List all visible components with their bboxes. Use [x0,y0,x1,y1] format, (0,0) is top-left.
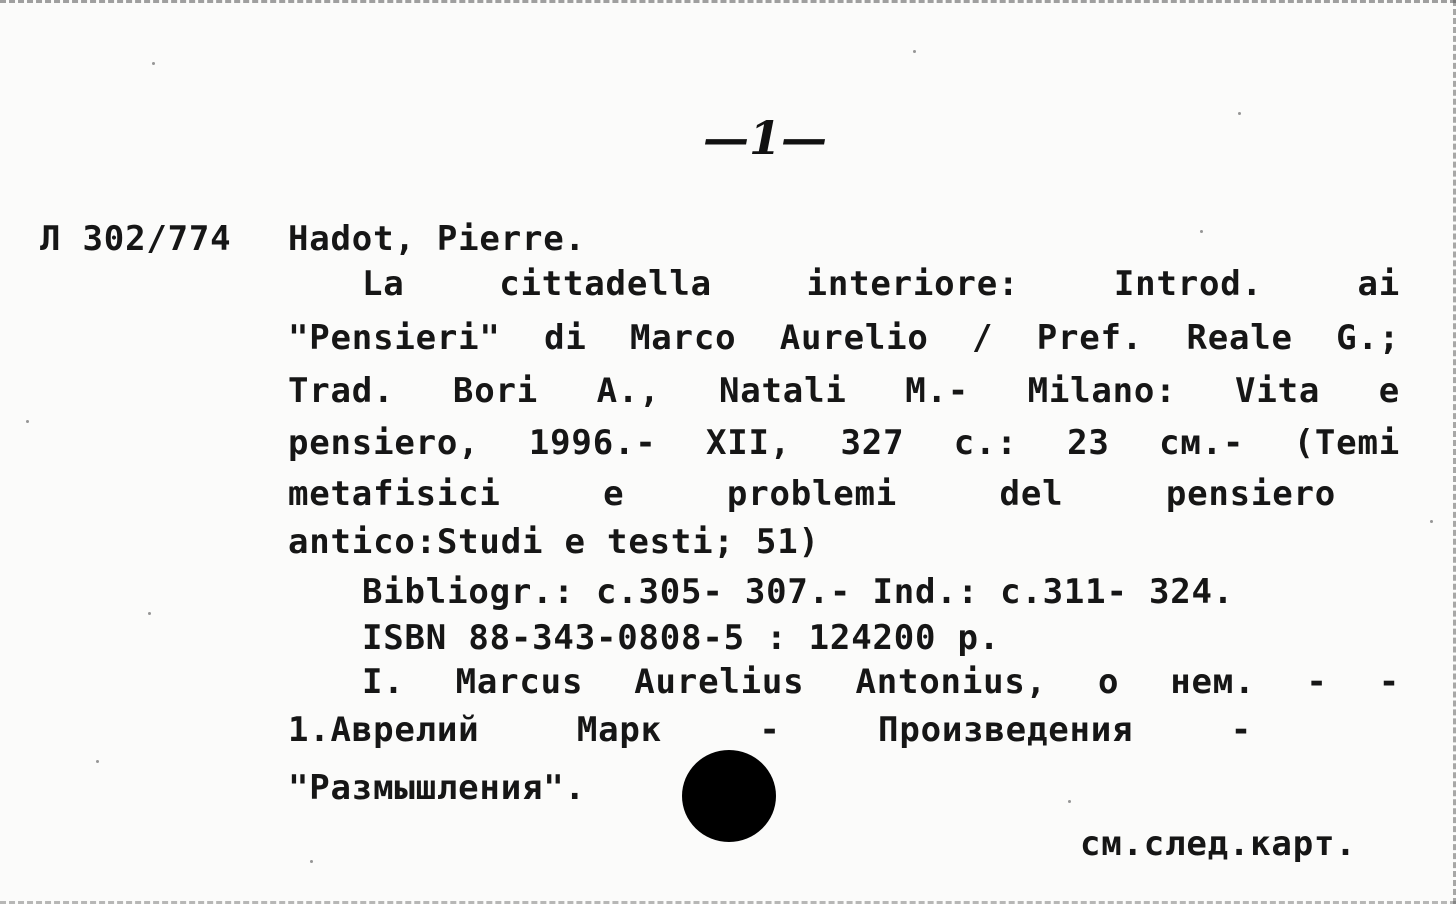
bibliography-note: Bibliogr.: c.305- 307.- Ind.: c.311- 324. [362,572,1235,612]
subject-heading-3: "Размышления". [288,768,586,808]
scan-speck [148,612,151,615]
scan-speck [310,860,313,863]
card-right-edge [1449,0,1456,904]
scan-speck [26,420,29,423]
imprint-line-2: pensiero, 1996.- XII, 327 с.: 23 см.- (Temi [288,423,1400,463]
card-top-edge [0,0,1456,7]
title-line-2: "Pensieri" di Marco Aurelio / Pref. Reale G.; [288,318,1400,358]
title-line-1: La cittadella interiore: Introd. ai [362,264,1400,304]
scan-speck [1238,112,1241,115]
card-number: —1— [702,111,827,165]
series-line-2: antico:Studi e testi; 51) [288,522,820,562]
scan-speck [1068,800,1071,803]
scan-speck [1200,230,1203,233]
punch-hole [682,750,776,842]
shelfmark: Л 302/774 [40,219,232,259]
isbn-price: ISBN 88-343-0808-5 : 124200 р. [362,618,1001,658]
subject-heading-2: 1.Аврелий Марк - Произведения - [288,710,1252,750]
card-bottom-edge [0,897,1456,904]
scan-speck [913,50,916,53]
continuation-note: см.след.карт. [1080,824,1357,864]
subject-heading-1: I. Marcus Aurelius Antonius, о нем. - - [362,662,1400,702]
imprint-line-1: Trad. Bori A., Natali M.- Milano: Vita e [288,371,1400,411]
author-heading: Hadot, Pierre. [288,219,586,259]
scan-speck [152,62,155,65]
series-line-1: metafisici e problemi del pensiero [288,474,1336,514]
scan-speck [1430,520,1433,523]
scan-speck [96,760,99,763]
